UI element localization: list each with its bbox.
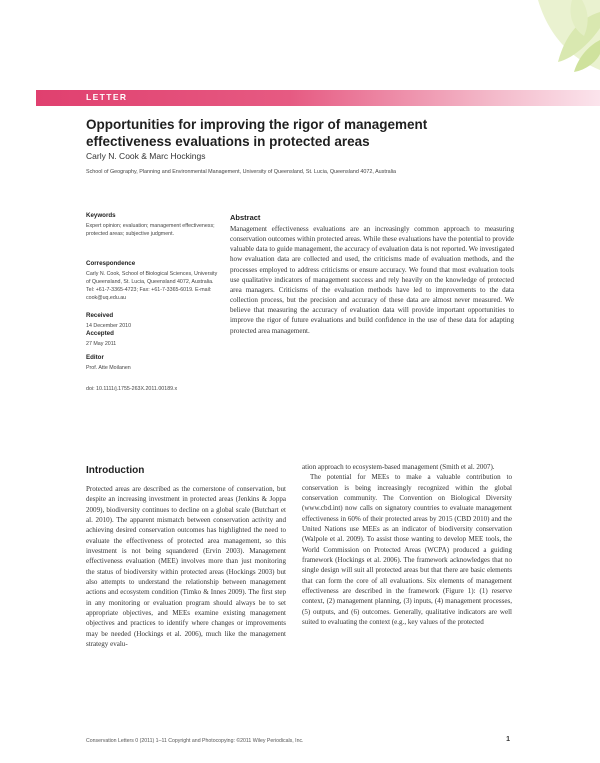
intro-paragraph-1: Protected areas are described as the cornerstone of conservation, but despite an increasing investment in protected areas (Jenkins & Joppa 2009), biodiversity continues to decline on a global scale (Butchart et al. 2010). The apparent mismatch between conservation activity and achieving desired conservation outcomes has highlighted the need to evaluate the effectiveness of protected area management, so this investment is not being squandered (Ervin 2003). Management effectiveness evaluation (MEE) involves more than just monitoring the status of biodiversity within protected areas (Hockings 2003) but also attempts to understand the relationship between management actions and ecosystem condition (Timko & Innes 2009). The first step in any monitoring or evaluation program should always be to set appropriate objectives, and MEEs examine existing management objectives and practices to identify where changes or improvements may be needed (Hockings et al. 2006), much like the management strategy evalu-	[86, 485, 286, 649]
intro-paragraph-2: The potential for MEEs to make a valuable contribution to conservation is being increasingly recognized within the global conservation community. The Convention on Biological Diversity (www.cbd.int) now calls on signatory countries to evaluate management effectiveness in 60% of their protected areas by 2015 (CBD 2010) and the United Nations use MEEs as an indicator of biodiversity conservation (Walpole et al. 2009). To assist those wanting to develop MEE tools, the World Commission on Protected Areas (WCPA) produced a guiding framework (Hockings et al. 2006). The framework acknowledges that no single design will suit all protected areas but that there are basic elements that can form the core of all evaluations. Six elements of management effectiveness are described in the framework (Figure 1): (1) reserve context, (2) management planning, (3) inputs, (4) management processes, (5) outputs, and (6) outcomes. Generally, qualitative indicators are well suited to evaluating the context (e.g., key values of the protected	[302, 473, 512, 627]
keywords-heading: Keywords	[86, 212, 116, 219]
author-affiliation: School of Geography, Planning and Environmental Management, University of Queensland, St. Lucia, Queensland 4072, Australia	[86, 169, 397, 175]
introduction-heading: Introduction	[86, 465, 145, 476]
article-title: Opportunities for improving the rigor of management effectiveness evaluations in protected areas	[86, 117, 428, 149]
accepted-heading: Accepted	[86, 330, 114, 337]
article-authors: Carly N. Cook & Marc Hockings	[86, 151, 206, 161]
leaf-decoration-icon	[480, 0, 600, 80]
correspondence-text: Carly N. Cook, School of Biological Sciences, University of Queensland, St. Lucia, Queensland 4072, Australia. Tel: +61-7-3365-4723; Fax: +61-7-3365-6019. E-mail: cook@uq.edu.au	[86, 271, 218, 302]
received-heading: Received	[86, 312, 114, 319]
article-type-label: LETTER	[86, 92, 128, 102]
editor-name: Prof. Atte Moilanen	[86, 365, 131, 371]
doi-link[interactable]: doi: 10.1111/j.1755-263X.2011.00189.x	[86, 386, 178, 392]
article-type-banner	[36, 90, 600, 106]
abstract-text: Management effectiveness evaluations are an increasingly common approach to measuring conservation outcomes within protected areas. While these evaluations have the potential to provide valuable data to guide management, the accuracy of evaluation data is not reported. We investigated how evaluation data are collected and used, the criticisms made of evaluation methods, and the processes employed to address criticisms or ensure accuracy. We found that most evaluation tools use qualitative indicators of management success and rely heavily on the knowledge of protected area managers. Criticisms of the evaluation methods have led to improvements to the data collection process, but the precision and accuracy of these data are almost never measured. We believe that measuring the accuracy of evaluation data will provide important opportunities to improve the rigor of future evaluations and build confidence in the use of these data for adapting protected area management.	[230, 225, 514, 335]
body-column-left	[86, 484, 286, 650]
correspondence-heading: Correspondence	[86, 260, 136, 267]
editor-heading: Editor	[86, 354, 104, 361]
accepted-date: 27 May 2011	[86, 341, 117, 347]
intro-paragraph-continued: ation approach to ecosystem-based management (Smith et al. 2007).	[302, 463, 495, 471]
keywords-text: Expert opinion; evaluation; management effectiveness; protected areas; subjective judgment.	[86, 223, 215, 238]
page-number: 1	[506, 736, 510, 743]
page-footer	[86, 738, 510, 744]
body-column-right	[302, 462, 512, 628]
received-date: 14 December 2010	[86, 323, 132, 329]
abstract-heading: Abstract	[230, 213, 261, 222]
footer-citation: Conservation Letters 0 (2011) 1–11 Copyright and Photocopying: ©2011 Wiley Periodicals, Inc.	[86, 738, 304, 744]
